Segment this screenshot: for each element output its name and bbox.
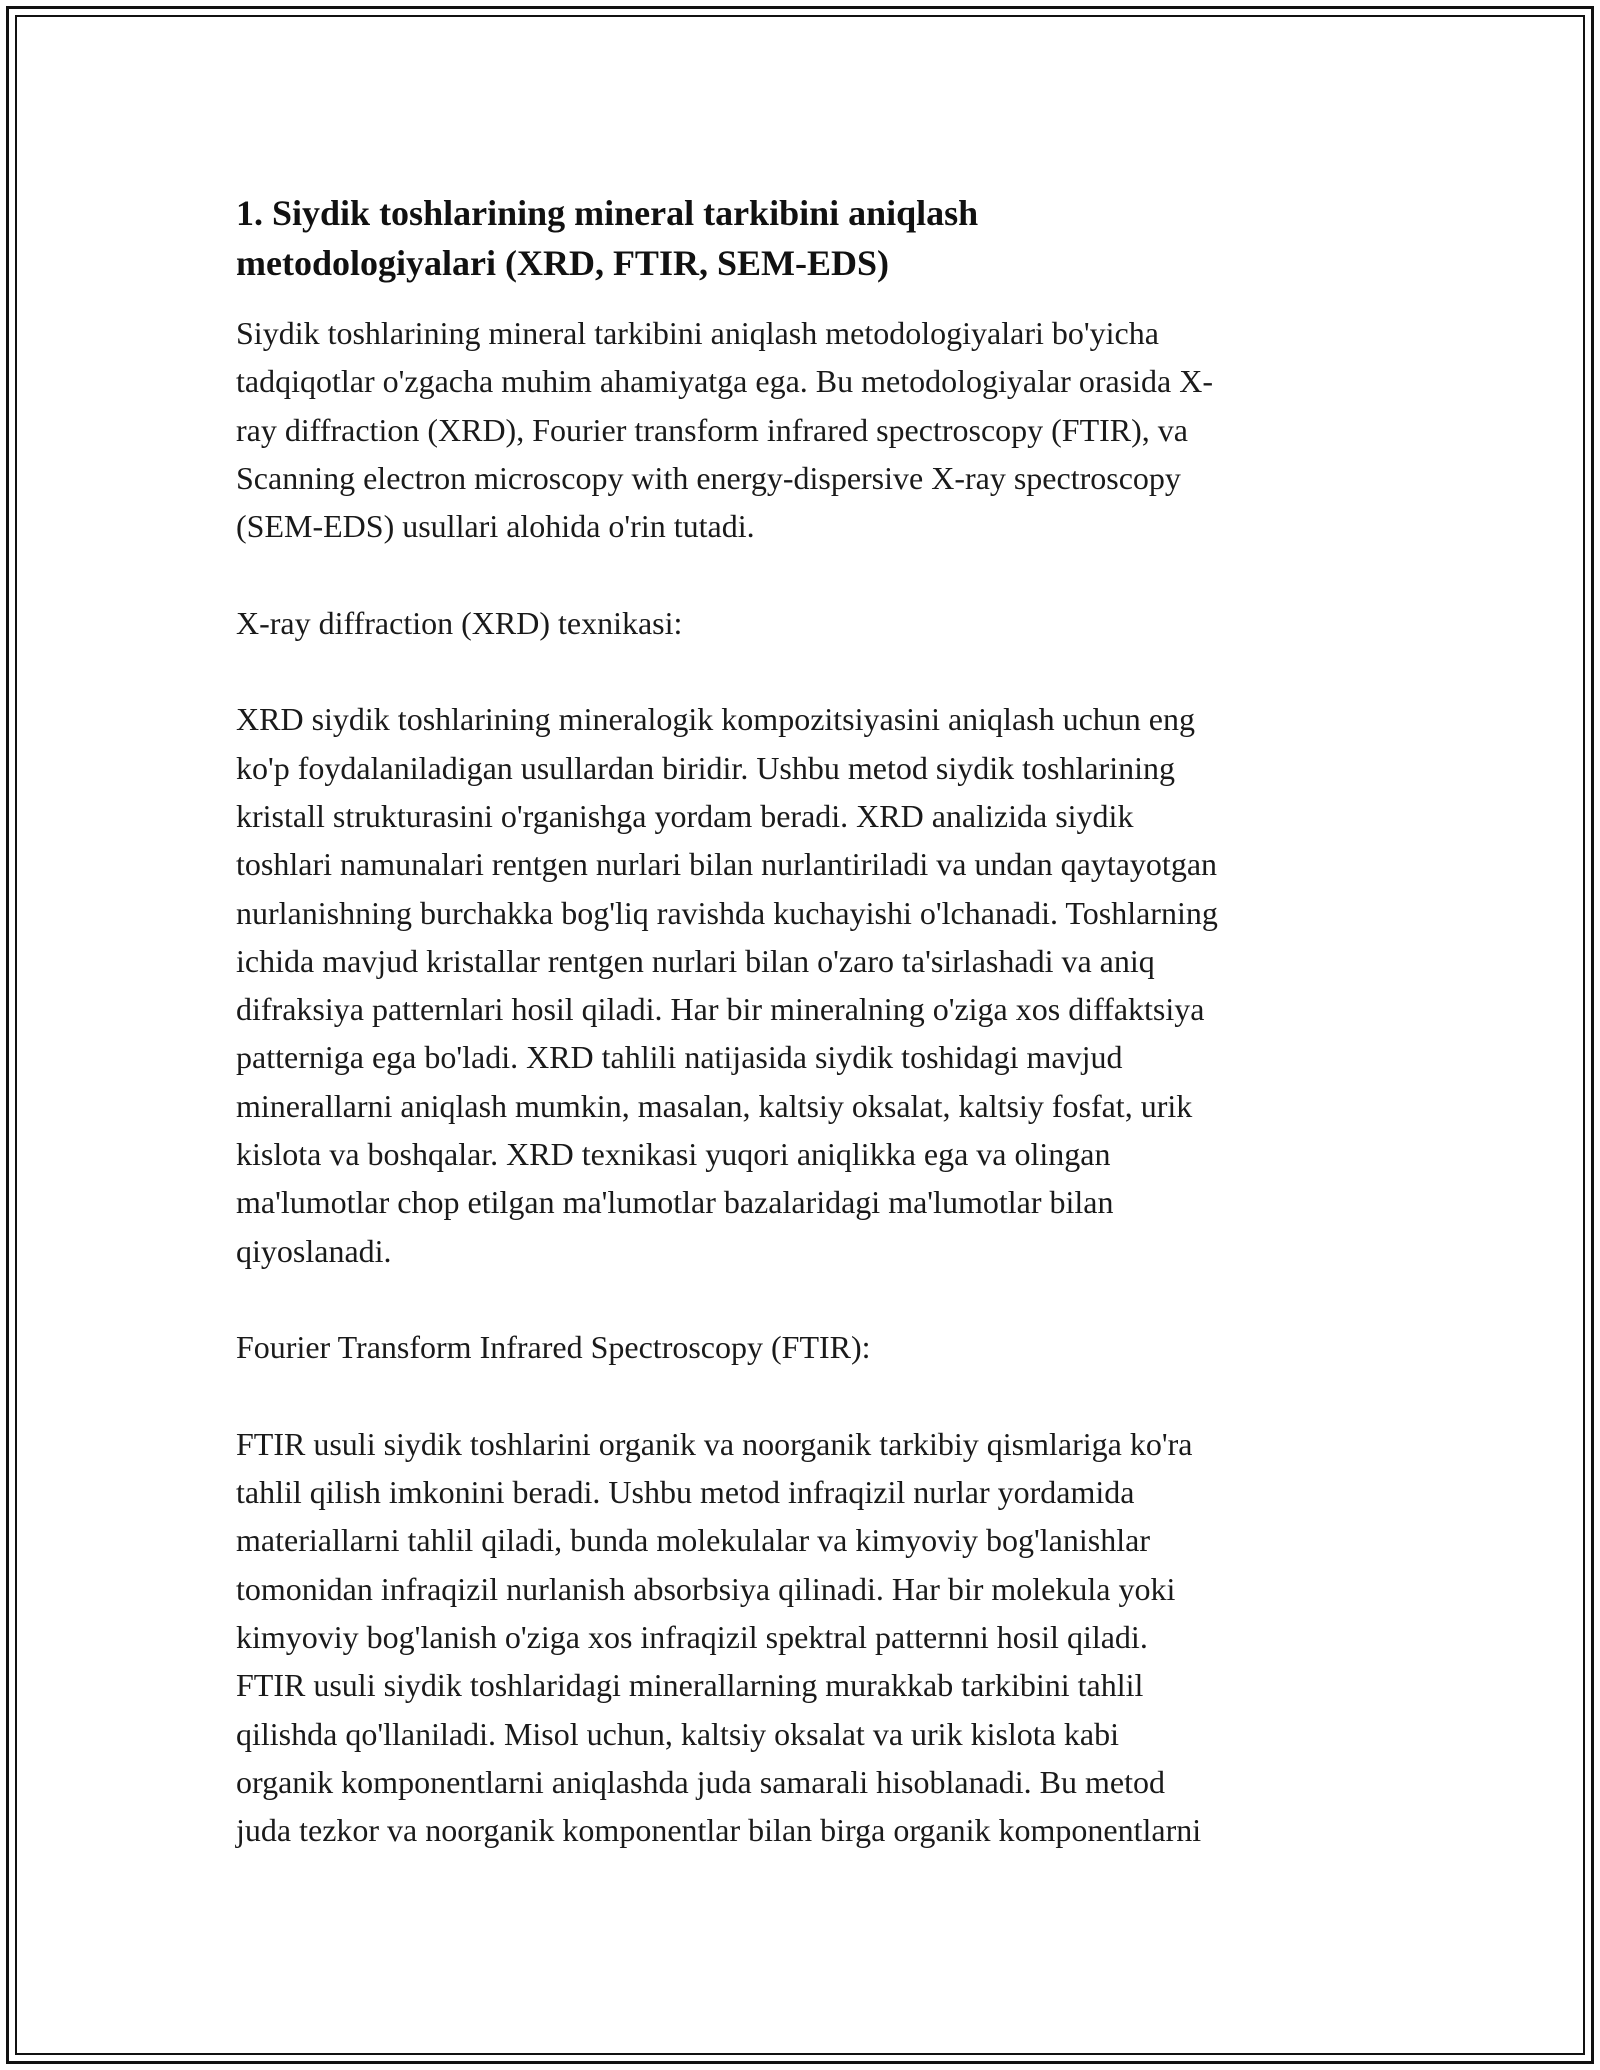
intro-paragraph (236, 309, 1366, 550)
text-line: materiallarni tahlil qiladi, bunda molekulalar va kimyoviy bog'lanishlar (236, 1522, 1150, 1559)
ftir-subheading: Fourier Transform Infrared Spectroscopy (FTIR): (236, 1329, 871, 1366)
text-line: qiyoslanadi. (236, 1232, 392, 1269)
paragraph-spacer (236, 647, 1366, 695)
text-line: kristall strukturasini o'rganishga yordam beradi. XRD analizida siydik (236, 797, 1134, 834)
text-line: organik komponentlarni aniqlashda juda samarali hisoblanadi. Bu metod (236, 1763, 1165, 1800)
text-line: ma'lumotlar chop etilgan ma'lumotlar bazalaridagi ma'lumotlar bilan (236, 1184, 1114, 1221)
text-line: minerallarni aniqlash mumkin, masalan, kaltsiy oksalat, kaltsiy fosfat, urik (236, 1087, 1193, 1124)
text-line: XRD siydik toshlarining mineralogik kompozitsiyasini aniqlash uchun eng (236, 701, 1195, 738)
text-line: kimyoviy bog'lanish o'ziga xos infraqizil spektral patternni hosil qiladi. (236, 1619, 1148, 1656)
heading-line-1: 1. Siydik toshlarining mineral tarkibini aniqlash (236, 193, 979, 233)
text-line: tadqiqotlar o'zgacha muhim ahamiyatga ega. Bu metodologiyalar orasida X- (236, 363, 1213, 400)
text-line: juda tezkor va noorganik komponentlar bilan birga organik komponentlarni (236, 1812, 1202, 1849)
paragraph-spacer (236, 550, 1366, 598)
text-line: FTIR usuli siydik toshlarini organik va noorganik tarkibiy qismlariga ko'ra (236, 1425, 1193, 1462)
document-body (236, 188, 1366, 1855)
text-line: toshlari namunalari rentgen nurlari bilan nurlantiriladi va undan qaytayotgan (236, 846, 1218, 883)
paragraph-spacer (236, 1275, 1366, 1323)
text-line: kislota va boshqalar. XRD texnikasi yuqori aniqlikka ega va olingan (236, 1136, 1111, 1173)
text-line: Siydik toshlarining mineral tarkibini aniqlash metodologiyalari bo'yicha (236, 315, 1159, 351)
text-line: ray diffraction (XRD), Fourier transform infrared spectroscopy (FTIR), va (236, 411, 1188, 448)
text-line: Scanning electron microscopy with energy-dispersive X-ray spectroscopy (236, 459, 1181, 496)
text-line: ko'p foydalaniladigan usullardan biridir. Ushbu metod siydik toshlarining (236, 749, 1175, 786)
text-line: qilishda qo'llaniladi. Misol uchun, kaltsiy oksalat va urik kislota kabi (236, 1715, 1119, 1752)
text-line: patterniga ega bo'ladi. XRD tahlili natijasida siydik toshidagi mavjud (236, 1039, 1123, 1076)
text-line: ichida mavjud kristallar rentgen nurlari bilan o'zaro ta'sirlashadi va aniq (236, 942, 1155, 979)
text-line: nurlanishning burchakka bog'liq ravishda kuchayishi o'lchanadi. Toshlarning (236, 894, 1218, 931)
text-line: FTIR usuli siydik toshlaridagi minerallarning murakkab tarkibini tahlil (236, 1667, 1144, 1704)
section-heading (236, 188, 1366, 288)
ftir-paragraph (236, 1420, 1366, 1855)
paragraph-spacer (236, 1372, 1366, 1420)
heading-line-2: metodologiyalari (XRD, FTIR, SEM-EDS) (236, 243, 889, 283)
text-line: tahlil qilish imkonini beradi. Ushbu metod infraqizil nurlar yordamida (236, 1474, 1135, 1511)
text-line: difraksiya patternlari hosil qiladi. Har bir mineralning o'ziga xos diffaktsiya (236, 991, 1205, 1028)
text-line: tomonidan infraqizil nurlanish absorbsiya qilinadi. Har bir molekula yoki (236, 1570, 1176, 1607)
xrd-paragraph (236, 695, 1366, 1275)
text-line: (SEM-EDS) usullari alohida o'rin tutadi. (236, 508, 755, 545)
xrd-subheading: X-ray diffraction (XRD) texnikasi: (236, 604, 683, 641)
